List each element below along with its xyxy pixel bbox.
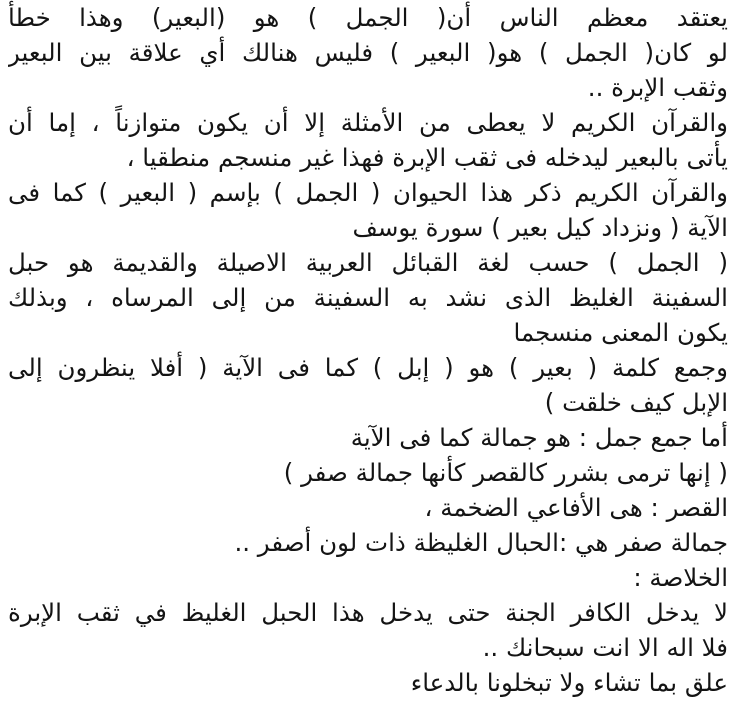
text-line: والقرآن الكريم لا يعطى من الأمثلة إلا أن يكون متوازناً ، إما أن bbox=[8, 108, 728, 137]
text-line: يعتقد معظم الناس أن( الجمل ) هو (البعير) وهذا خطأ bbox=[8, 3, 728, 32]
text-line: القصر : هى الأفاعي الضخمة ، bbox=[424, 493, 728, 522]
text-line: ( الجمل ) حسب لغة القبائل العربية الاصيلة والقديمة هو حبل bbox=[8, 248, 728, 277]
text-line: فلا اله الا انت سبحانك .. bbox=[482, 633, 728, 662]
text-line: والقرآن الكريم ذكر هذا الحيوان ( الجمل ) بإسم ( البعير ) كما فى bbox=[8, 178, 728, 207]
text-line: الإبل كيف خلقت ) bbox=[544, 388, 728, 417]
text-line: لا يدخل الكافر الجنة حتى يدخل هذا الحبل الغليظ في ثقب الإبرة bbox=[8, 598, 728, 627]
text-line: يأتى بالبعير ليدخله فى ثقب الإبرة فهذا غير منسجم منطقيا ، bbox=[126, 143, 728, 172]
text-line: وثقب الإبرة .. bbox=[587, 73, 728, 102]
text-line: جمالة صفر هي :الحبال الغليظة ذات لون أصفر .. bbox=[234, 528, 728, 557]
text-line: السفينة الغليظ الذى نشد به السفينة من إلى المرساه ، وبذلك bbox=[8, 283, 728, 312]
text-line: وجمع كلمة ( بعير ) هو ( إبل ) كما فى الآية ( أفلا ينظرون إلى bbox=[8, 353, 728, 382]
text-line: أما جمع جمل : هو جمالة كما فى الآية bbox=[350, 423, 728, 452]
text-line: الخلاصة : bbox=[633, 563, 728, 592]
text-line: علق بما تشاء ولا تبخلونا بالدعاء bbox=[410, 668, 728, 697]
text-line: الآية ( ونزداد كيل بعير ) سورة يوسف bbox=[352, 213, 728, 242]
text-line: ( إنها ترمى بشرر كالقصر كأنها جمالة صفر ) bbox=[283, 458, 728, 487]
text-line: يكون المعنى منسجما bbox=[513, 318, 728, 347]
text-line: لو كان( الجمل ) هو( البعير ) فليس هنالك أي علاقة بين البعير bbox=[8, 38, 728, 67]
